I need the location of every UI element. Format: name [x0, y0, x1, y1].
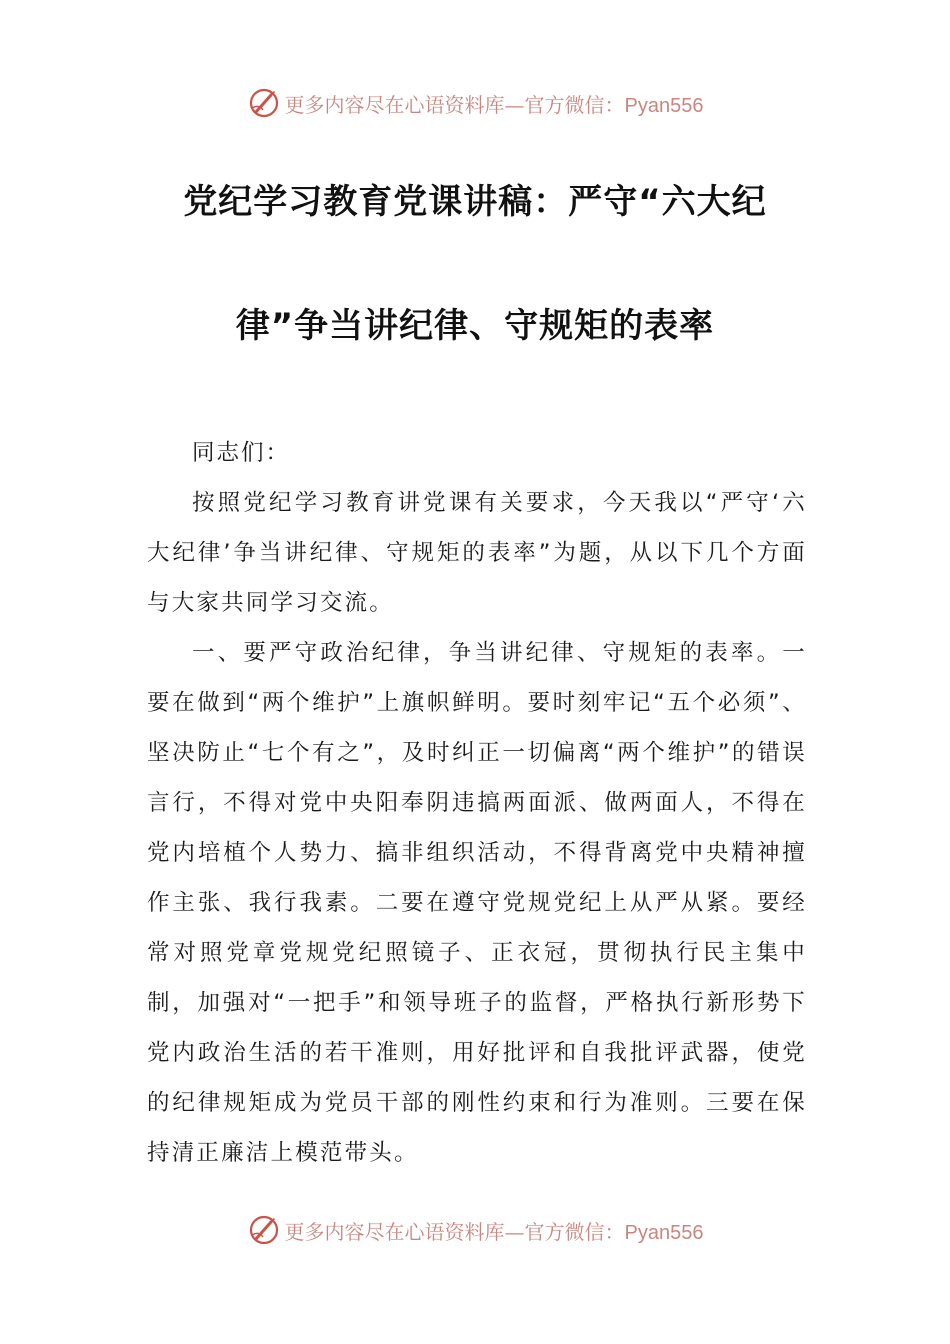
pen-logo-icon	[247, 1213, 281, 1247]
pen-logo-icon	[247, 86, 281, 120]
footer-watermark	[0, 1210, 950, 1250]
watermark-dash: —	[504, 92, 525, 117]
paragraph-intro: 按照党纪学习教育讲党课有关要求，今天我以“严守‘六大纪律’争当讲纪律、守规矩的表率”为题，从以下几个方面与大家共同学习交流。	[147, 490, 807, 616]
watermark-promo: 更多内容尽在心语资料库	[284, 1219, 505, 1244]
watermark-text	[285, 89, 704, 118]
watermark-dash: —	[504, 1219, 525, 1244]
watermark-promo: 更多内容尽在心语资料库	[284, 92, 505, 117]
document-body	[147, 428, 807, 1178]
watermark-text	[285, 1216, 704, 1245]
watermark-wechat-id: Pyan556	[624, 94, 704, 117]
salutation: 同志们：	[192, 440, 291, 466]
watermark-wechat-label: 官方微信：	[524, 92, 625, 117]
watermark-wechat-id: Pyan556	[624, 1221, 704, 1244]
paragraph-section-one: 一、要严守政治纪律，争当讲纪律、守规矩的表率。一要在做到“两个维护”上旗帜鲜明。要时刻牢记“五个必须”、坚决防止“七个有之”，及时纠正一切偏离“两个维护”的错误言行，不得对党中央阳奉阴违搞两面派、做两面人，不得在党内培植个人势力、搞非组织活动，不得背离党中央精神擅作主张、我行我素。二要在遵守党规党纪上从严从紧。要经常对照党章党规党纪照镜子、正衣冠，贯彻执行民主集中制，加强对“一把手”和领导班子的监督，严格执行新形势下党内政治生活的若干准则，用好批评和自我批评武器，使党的纪律规矩成为党员干部的刚性约束和行为准则。三要在保持清正廉洁上模范带头。	[147, 640, 807, 1166]
header-watermark	[0, 83, 950, 123]
watermark-wechat-label: 官方微信：	[524, 1219, 625, 1244]
document-title-line-2: 律”争当讲纪律、守规矩的表率	[235, 306, 715, 346]
document-title-line-1: 党纪学习教育党课讲稿：严守“六大纪	[183, 182, 767, 222]
